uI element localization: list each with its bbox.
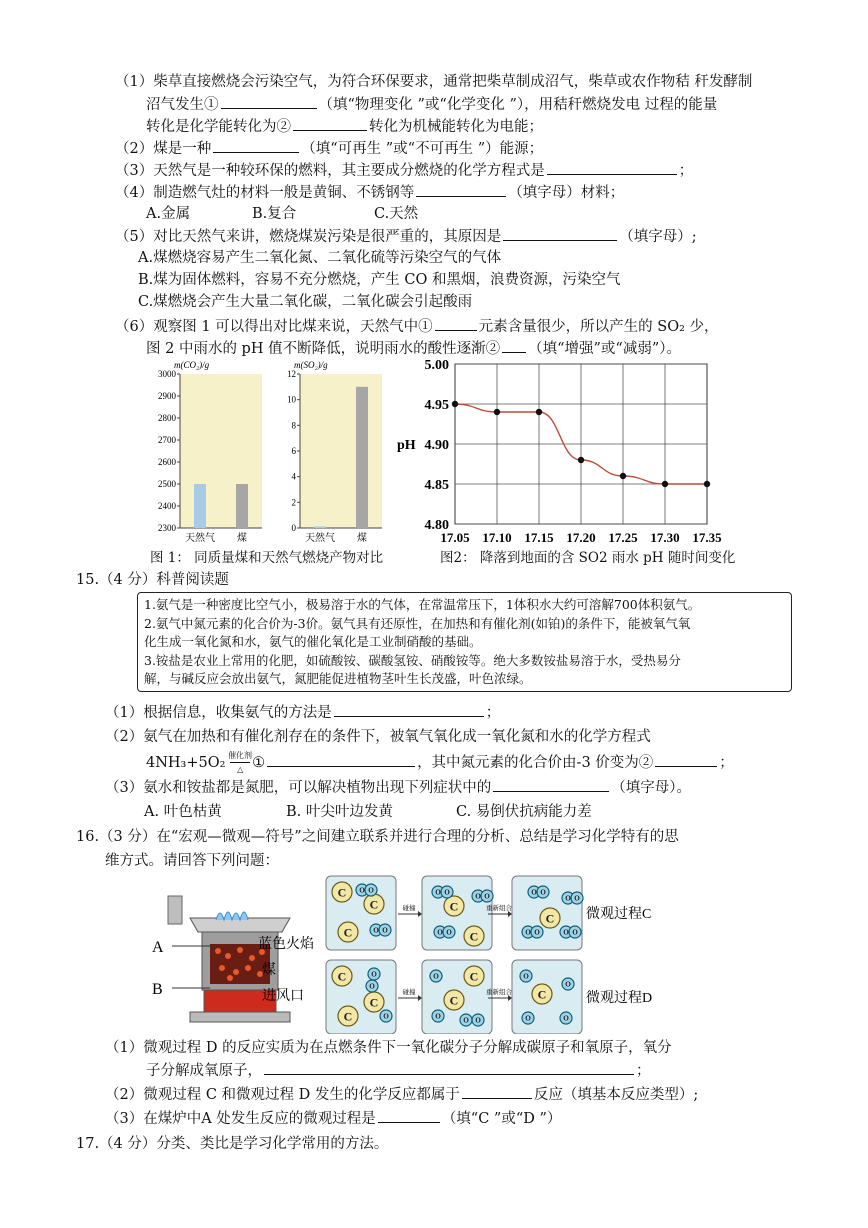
chart-0-bar-0 (194, 484, 206, 528)
carbon-atom-label: C (369, 897, 379, 912)
chart-1-ytick-label: 10 (287, 394, 296, 405)
chart-1-plot-area (300, 374, 382, 528)
q16-sub2: （2）微观过程 C 和微观过程 D 发生的化学反应都属于 反应（填基本反应类型）; (105, 1084, 698, 1105)
chimney-pipe (168, 896, 182, 924)
reading-line: 1.氨气是一种密度比空气小，极易溶于水的气体，在常温常压下，1体积水大约可溶解700体积氨气。 (144, 597, 701, 612)
chart-1-ytick-label: 4 (291, 471, 296, 482)
q14-part5-option-b: B.煤为固体燃料，容易不充分燃烧，产生 CO 和黑烟，浪费资源，污染空气 (138, 272, 621, 288)
carbon-atom-label: C (469, 929, 479, 944)
q14-part1-line2: 沼气发生① （填“物理变化 ”或“化学变化 ”），用秸秆燃烧发电 过程的能量 (146, 94, 717, 115)
chart-0-bar-1 (236, 484, 248, 528)
q14-part5-option-a: A.煤燃烧容易产生二氧化氮、二氧化硫等污染空气的气体 (138, 250, 502, 266)
oxygen-atom-label: O (540, 888, 546, 897)
q14-part1-line3: 转化是化学能转化为② 转化为机械能转化为电能； (146, 116, 543, 137)
answer-blank[interactable] (435, 316, 477, 331)
chart-0-ytick-label: 2400 (158, 501, 176, 511)
answer-blank[interactable] (462, 1084, 532, 1099)
oxygen-atom-label: O (446, 928, 452, 937)
arrow-label: 碰撞 (402, 989, 416, 996)
answer-blank[interactable] (503, 226, 617, 241)
oxygen-atom-label: O (475, 892, 481, 901)
stove-label-A: A (152, 939, 164, 956)
q14-part1-line1: （1）柴草直接燃烧会污染空气，为符合环保要求，通常把柴草制成沼气，柴草或农作物秸 秆发酵制 (115, 74, 753, 90)
reading-line: 化生成一氧化氮和水，氨气的催化氧化是工业制硝酸的基础。 (144, 634, 482, 649)
oxygen-atom-label: O (484, 892, 490, 901)
arrow-head (418, 995, 422, 1001)
ph-xtick-label: 17.20 (566, 530, 596, 545)
ph-xtick-label: 17.25 (608, 530, 638, 545)
oxygen-atom-label: O (523, 972, 529, 981)
answer-blank[interactable] (264, 1060, 634, 1075)
ph-data-point (662, 481, 668, 487)
carbon-atom-label: C (337, 885, 347, 900)
air-inlet-label: 进风口 (262, 989, 304, 1004)
q15-sub3: （3）氨水和铵盐都是氮肥，可以解决植物出现下列症状中的 （填字母）。 (105, 777, 691, 798)
reading-line: 3.铵盐是农业上常用的化肥，如硫酸铵、碳酸氢铵、硝酸铵等。绝大多数铵盐易溶于水，受热易分 (144, 652, 681, 668)
carbon-atom-label: C (469, 969, 479, 984)
chart-1-ytick-label: 8 (291, 420, 296, 431)
q15-sub2-line2: 4NH₃+5O₂ 催化剂 △ ① ，其中氮元素的化合价由-3 价变为② ； (146, 751, 734, 774)
ph-xtick-label: 17.30 (650, 530, 680, 545)
q17-stem: 17.（4 分）分类、类比是学习化学常用的方法。 (76, 1136, 389, 1152)
figure-2-caption: 图2： 降落到地面的含 SO2 雨水 pH 随时间变化 (440, 550, 736, 566)
reading-line: 2.氨气中氮元素的化合价为-3价。氨气具有还原性，在加热和有催化剂(如铂)的条件下，能被氧气氧 (144, 615, 691, 631)
answer-blank[interactable] (221, 94, 317, 109)
q16-sub1-line1: （1）微观过程 D 的反应实质为在点燃条件下一氧化碳分子分解成碳原子和氧原子，氧分 (105, 1040, 672, 1056)
micro-process-c-label: 微观过程C (586, 907, 652, 922)
chart-1-category-label: 煤 (357, 533, 367, 544)
ph-xtick-label: 17.15 (524, 530, 554, 545)
chart-1-ylabel: m(SO₂)/g (294, 360, 328, 370)
oxygen-atom-label: O (572, 928, 578, 937)
blue-flame-label: 蓝色火焰 (258, 937, 314, 952)
figure-1-caption: 图 1： 同质量煤和天然气燃烧产物对比 (150, 550, 384, 566)
ph-data-point (578, 457, 584, 463)
answer-blank[interactable] (293, 116, 367, 131)
coal-label: 煤 (262, 963, 276, 978)
chart-0-ylabel: m(CO₂)/g (174, 360, 210, 370)
chart-0-ytick-label: 2600 (158, 457, 176, 467)
q14-part6-line2: 图 2 中雨水的 pH 值不断降低，说明雨水的酸性逐渐② （填“增强”或“减弱”）。 (146, 338, 681, 359)
q14-part5: （5）对比天然气来讲，燃烧煤炭污染是很严重的，其原因是 （填字母）; (115, 226, 697, 247)
ph-ylabel: pH (397, 438, 416, 453)
chart-0-ytick-label: 2900 (158, 391, 176, 401)
coal-stove-illustration (150, 876, 330, 1034)
oxygen-atom-label: O (371, 970, 377, 979)
oxygen-atom-label: O (475, 1016, 481, 1025)
oxygen-atom-label: O (383, 1012, 389, 1021)
q14-part4: （4）制造燃气灶的材料一般是黄铜、不锈钢等 （填字母）材料； (115, 182, 624, 203)
q15-sub3-option-a: A. 叶色枯黄 (144, 804, 222, 820)
answer-blank[interactable] (378, 1108, 440, 1123)
q15-sub1: （1）根据信息，收集氨气的方法是 ； (105, 702, 500, 723)
carbon-atom-label: C (337, 969, 347, 984)
chart-1-ytick-label: 6 (291, 446, 296, 456)
oxygen-atom-label: O (574, 894, 580, 903)
oxygen-atom-label: O (368, 886, 374, 895)
oxygen-atom-label: O (531, 888, 537, 897)
ph-ytick-label: 4.85 (424, 478, 449, 493)
q16-sub1-line2: 子分解成氧原子， ； (146, 1060, 651, 1081)
chart-0-plot-area (180, 374, 262, 528)
blue-flame (216, 912, 248, 920)
q14-part4-option-a: A.金属 (146, 206, 191, 222)
q14-part2: （2）煤是一种 （填“可再生 ”或“不可再生 ”）能源； (115, 138, 543, 159)
q14-part4-option-b: B.复合 (252, 206, 297, 222)
stove-label-B: B (152, 981, 163, 998)
oxygen-atom-label: O (525, 1014, 531, 1023)
q15-sub2-line1: （2）氨气在加热和有催化剂存在的条件下，被氧气氧化成一氧化氮和水的化学方程式 (105, 729, 651, 745)
carbon-atom-label: C (537, 987, 547, 1002)
carbon-atom-label: C (449, 993, 459, 1008)
chart-0-category-label: 煤 (237, 533, 247, 544)
ph-data-point (704, 481, 710, 487)
q15-sub3-option-c: C. 易倒伏抗病能力差 (456, 804, 592, 820)
q15-reading-box (137, 592, 792, 692)
ph-xtick-label: 17.05 (440, 530, 470, 545)
q16-stem-line2: 维方式。请回答下列问题： (105, 853, 279, 869)
q14-part3: （3）天然气是一种较环保的燃料，其主要成分燃烧的化学方程式是 ； (115, 160, 693, 181)
oxygen-atom-label: O (525, 928, 531, 937)
arrow-label: 碰撞 (402, 905, 416, 912)
q14-part5-option-c: C.煤燃烧会产生大量二氧化碳，二氧化碳会引起酸雨 (138, 294, 473, 310)
chart-0-category-label: 天然气 (185, 533, 215, 544)
ph-data-point (494, 409, 500, 415)
chart-0-ytick-label: 3000 (158, 369, 176, 379)
q14-part4-option-c: C.天然 (374, 206, 419, 222)
oxygen-atom-label: O (435, 1012, 441, 1021)
answer-blank[interactable] (502, 338, 526, 353)
stove-base (190, 1012, 290, 1022)
micro-process-d-label: 微观过程D (586, 991, 653, 1006)
arrow-label: 重新组合 (486, 905, 512, 912)
q14-part6-line1: （6）观察图 1 可以得出对比煤来说，天然气中① 元素含量很少，所以产生的 SO₂ 少， (115, 316, 719, 337)
carbon-atom-label: C (545, 911, 555, 926)
oxygen-atom-label: O (435, 888, 441, 897)
chart-0-ytick-label: 2800 (158, 413, 176, 423)
answer-blank[interactable] (547, 160, 677, 175)
chart-1-ytick-label: 0 (291, 523, 296, 533)
chart-1-ytick-label: 12 (287, 369, 296, 379)
ph-ytick-label: 4.95 (424, 398, 449, 413)
chart-1-bar-0 (314, 527, 326, 529)
oxygen-atom-label: O (463, 1016, 469, 1025)
chart-1-ytick-label: 2 (291, 497, 296, 508)
answer-blank[interactable] (416, 182, 506, 197)
carbon-atom-label: C (343, 925, 353, 940)
oxygen-atom-label: O (563, 1014, 569, 1023)
ph-ytick-label: 4.80 (424, 518, 449, 533)
chart-0-ytick-label: 2500 (158, 479, 176, 489)
oxygen-atom-label: O (444, 888, 450, 897)
answer-blank[interactable] (493, 777, 609, 792)
oxygen-atom-label: O (565, 980, 571, 989)
answer-blank[interactable] (267, 752, 415, 767)
ph-data-point (620, 473, 626, 479)
chart-1-bar-1 (356, 387, 368, 528)
ph-xtick-label: 17.10 (482, 530, 512, 545)
reading-line: 解，与碱反应会放出氨气，氮肥能促进植物茎叶生长茂盛，叶色浓绿。 (144, 671, 532, 686)
oxygen-atom-label: O (534, 928, 540, 937)
figure-1-bar-charts (150, 358, 385, 548)
catalyst-arrow: 催化剂 △ (228, 751, 253, 774)
arrow-label: 重新组合 (486, 989, 512, 996)
answer-blank[interactable] (213, 138, 299, 153)
carbon-atom-label: C (343, 1009, 353, 1024)
ph-data-point (452, 401, 458, 407)
answer-blank[interactable] (655, 752, 717, 767)
ph-ytick-label: 5.00 (424, 358, 449, 373)
ph-data-point (536, 409, 542, 415)
oxygen-atom-label: O (373, 926, 379, 935)
q15-title: 15.（4 分）科普阅读题 (76, 572, 229, 588)
figure-2-ph-line-chart (395, 352, 725, 550)
q16-stem-line1: 16.（3 分）在“宏观—微观—符号”之间建立联系并进行合理的分析、总结是学习化学特有的思 (76, 829, 679, 845)
chart-1-category-label: 天然气 (305, 533, 335, 544)
chart-0-ytick-label: 2300 (158, 523, 176, 533)
oxygen-atom-label: O (359, 886, 365, 895)
oxygen-atom-label: O (433, 972, 439, 981)
oxygen-atom-label: O (563, 928, 569, 937)
oxygen-atom-label: O (565, 894, 571, 903)
oxygen-atom-label: O (369, 982, 375, 991)
oxygen-atom-label: O (437, 928, 443, 937)
ph-ytick-label: 4.90 (424, 438, 449, 453)
arrow-head (418, 911, 422, 917)
chart-0-ytick-label: 2700 (158, 435, 176, 445)
oxygen-atom-label: O (382, 926, 388, 935)
ph-xtick-label: 17.35 (692, 530, 722, 545)
micro-process-diagram (324, 872, 674, 1034)
answer-blank[interactable] (334, 702, 484, 717)
carbon-atom-label: C (449, 899, 459, 914)
q16-sub3: （3）在煤炉中A 处发生反应的微观过程是 （填“C ”或“D ”） (105, 1108, 561, 1129)
q15-sub3-option-b: B. 叶尖叶边发黄 (286, 804, 393, 820)
carbon-atom-label: C (369, 995, 379, 1010)
